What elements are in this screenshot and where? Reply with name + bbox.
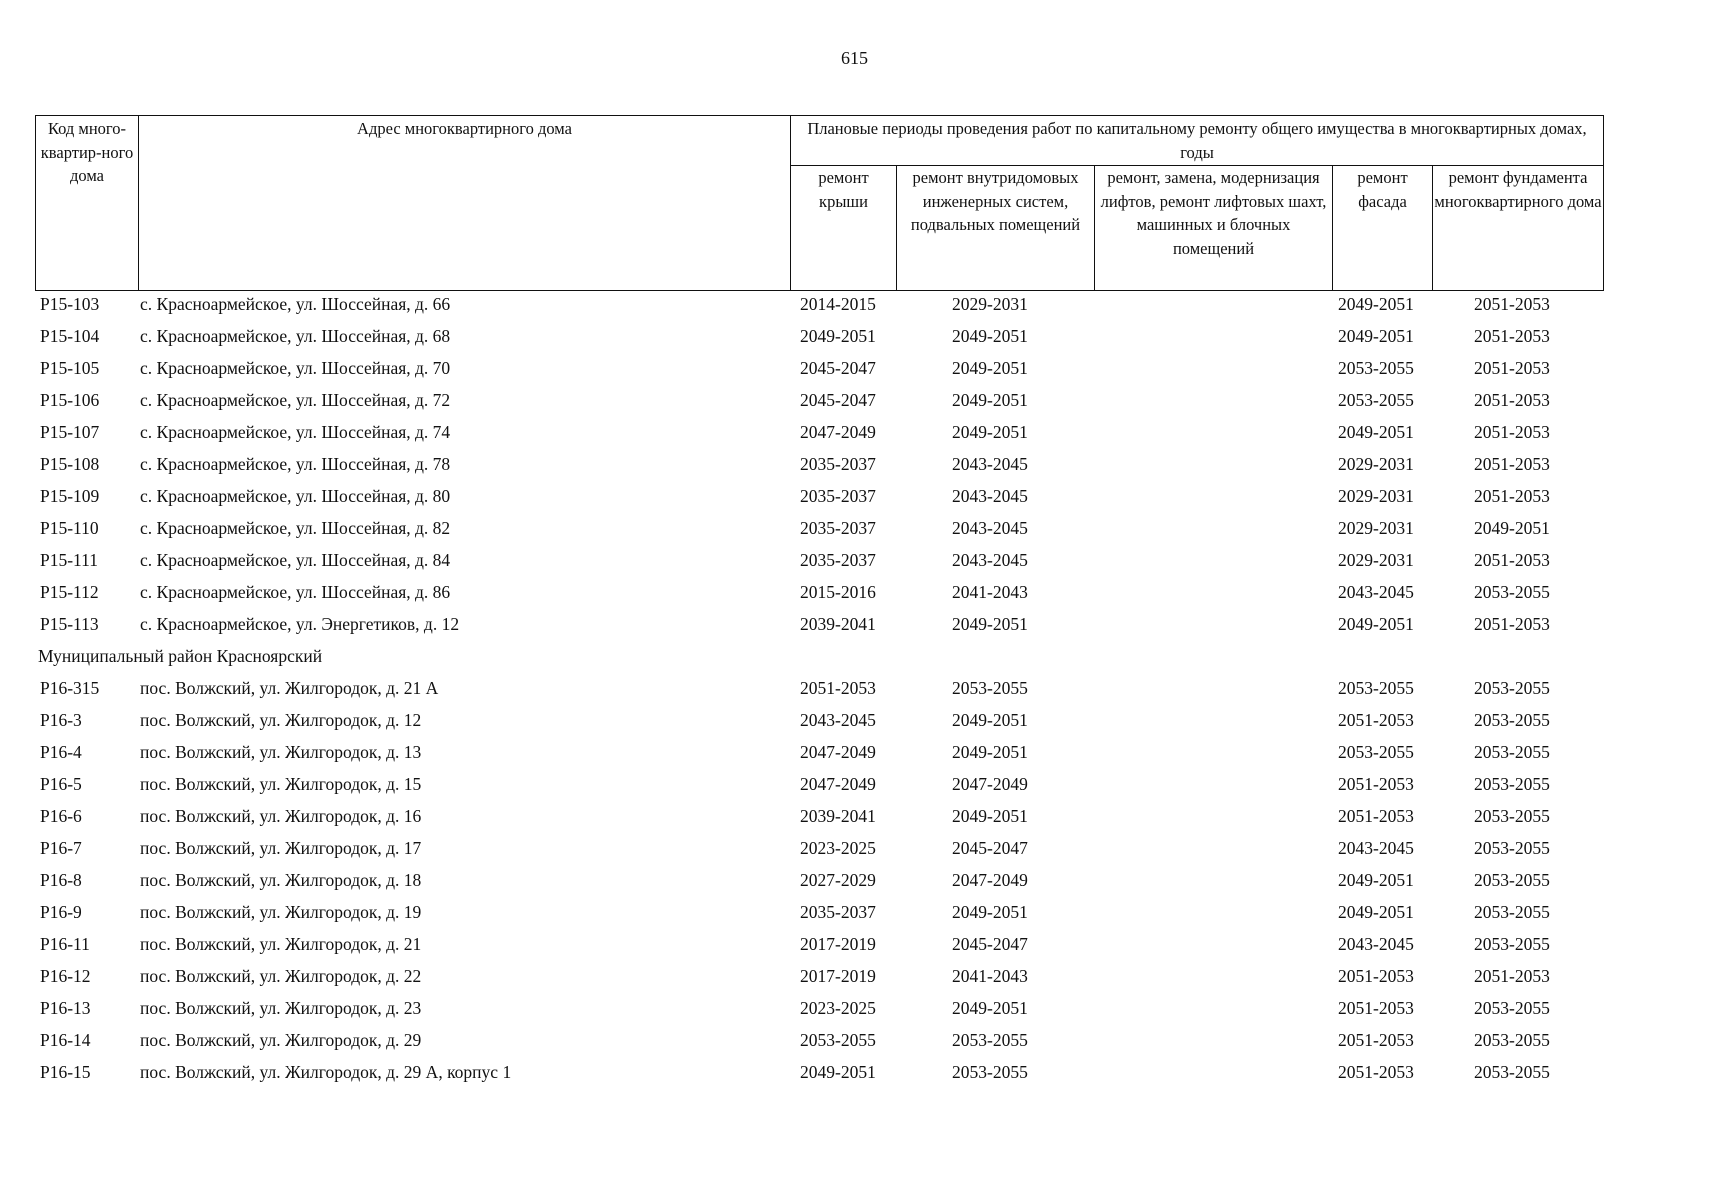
cell-roof: 2051-2053 — [800, 678, 876, 698]
cell-address: пос. Волжский, ул. Жилгородок, д. 16 — [140, 806, 422, 826]
header-address: Адрес многоквартирного дома — [139, 116, 791, 291]
cell-address: с. Красноармейское, ул. Шоссейная, д. 72 — [140, 390, 451, 410]
cell-facade: 2051-2053 — [1338, 806, 1414, 826]
cell-engineering: 2043-2045 — [952, 486, 1028, 506]
cell-foundation: 2051-2053 — [1474, 358, 1550, 378]
cell-facade: 2043-2045 — [1338, 582, 1414, 602]
cell-facade: 2043-2045 — [1338, 838, 1414, 858]
cell-facade: 2029-2031 — [1338, 486, 1414, 506]
cell-address: пос. Волжский, ул. Жилгородок, д. 13 — [140, 742, 422, 762]
cell-roof: 2047-2049 — [800, 774, 876, 794]
cell-address: пос. Волжский, ул. Жилгородок, д. 22 — [140, 966, 422, 986]
header-roof: ремонт крыши — [791, 166, 897, 291]
section-heading: Муниципальный район Красноярский — [38, 646, 323, 666]
page-number: 615 — [841, 48, 868, 68]
cell-foundation: 2051-2053 — [1474, 966, 1550, 986]
cell-facade: 2051-2053 — [1338, 998, 1414, 1018]
cell-code: Р16-315 — [40, 678, 100, 698]
cell-roof: 2039-2041 — [800, 806, 876, 826]
cell-address: с. Красноармейское, ул. Шоссейная, д. 80 — [140, 486, 451, 506]
table-row — [0, 706, 1709, 738]
cell-code: Р16-14 — [40, 1030, 91, 1050]
cell-address: пос. Волжский, ул. Жилгородок, д. 18 — [140, 870, 422, 890]
cell-facade: 2049-2051 — [1338, 294, 1414, 314]
cell-facade: 2029-2031 — [1338, 454, 1414, 474]
cell-facade: 2053-2055 — [1338, 390, 1414, 410]
cell-roof: 2023-2025 — [800, 838, 876, 858]
cell-engineering: 2041-2043 — [952, 582, 1028, 602]
cell-engineering: 2049-2051 — [952, 710, 1028, 730]
cell-engineering: 2029-2031 — [952, 294, 1028, 314]
header-periods-group: Плановые периоды проведения работ по капитальному ремонту общего имущества в многоквартирных домах, годы — [791, 116, 1604, 166]
cell-foundation: 2053-2055 — [1474, 838, 1550, 858]
header-foundation: ремонт фундамента многоквартирного дома — [1433, 166, 1604, 291]
cell-facade: 2049-2051 — [1338, 422, 1414, 442]
cell-foundation: 2051-2053 — [1474, 454, 1550, 474]
table-header — [35, 115, 1604, 291]
cell-code: Р15-112 — [40, 582, 99, 602]
cell-code: Р16-15 — [40, 1062, 91, 1082]
table-row — [0, 770, 1709, 802]
cell-code: Р16-12 — [40, 966, 91, 986]
cell-engineering: 2049-2051 — [952, 614, 1028, 634]
cell-foundation: 2049-2051 — [1474, 518, 1550, 538]
header-lifts: ремонт, замена, модернизация лифтов, ремонт лифтовых шахт, машинных и блочных помещений — [1095, 166, 1333, 291]
cell-engineering: 2047-2049 — [952, 870, 1028, 890]
cell-code: Р15-104 — [40, 326, 100, 346]
cell-foundation: 2053-2055 — [1474, 934, 1550, 954]
cell-code: Р16-3 — [40, 710, 82, 730]
cell-roof: 2045-2047 — [800, 390, 876, 410]
cell-code: Р15-108 — [40, 454, 100, 474]
section-heading-row — [0, 642, 1709, 674]
cell-roof: 2015-2016 — [800, 582, 876, 602]
cell-foundation: 2053-2055 — [1474, 1062, 1550, 1082]
table-row — [0, 514, 1709, 546]
table-row — [0, 450, 1709, 482]
cell-facade: 2053-2055 — [1338, 358, 1414, 378]
cell-roof: 2035-2037 — [800, 454, 876, 474]
cell-code: Р15-110 — [40, 518, 99, 538]
cell-code: Р16-4 — [40, 742, 82, 762]
cell-engineering: 2049-2051 — [952, 358, 1028, 378]
cell-code: Р15-109 — [40, 486, 100, 506]
cell-foundation: 2053-2055 — [1474, 774, 1550, 794]
cell-roof: 2035-2037 — [800, 486, 876, 506]
cell-facade: 2053-2055 — [1338, 678, 1414, 698]
cell-foundation: 2051-2053 — [1474, 486, 1550, 506]
table-row — [0, 1058, 1709, 1090]
cell-address: с. Красноармейское, ул. Шоссейная, д. 68 — [140, 326, 451, 346]
cell-facade: 2051-2053 — [1338, 774, 1414, 794]
table-row — [0, 930, 1709, 962]
table-row — [0, 482, 1709, 514]
cell-code: Р16-6 — [40, 806, 82, 826]
cell-roof: 2045-2047 — [800, 358, 876, 378]
table-row — [0, 418, 1709, 450]
cell-facade: 2029-2031 — [1338, 550, 1414, 570]
cell-facade: 2051-2053 — [1338, 966, 1414, 986]
cell-engineering: 2049-2051 — [952, 326, 1028, 346]
cell-engineering: 2049-2051 — [952, 422, 1028, 442]
cell-foundation: 2051-2053 — [1474, 294, 1550, 314]
cell-engineering: 2043-2045 — [952, 550, 1028, 570]
cell-address: с. Красноармейское, ул. Шоссейная, д. 74 — [140, 422, 451, 442]
cell-engineering: 2041-2043 — [952, 966, 1028, 986]
cell-code: Р16-8 — [40, 870, 82, 890]
cell-roof: 2035-2037 — [800, 518, 876, 538]
table-row — [0, 610, 1709, 642]
cell-roof: 2053-2055 — [800, 1030, 876, 1050]
cell-foundation: 2051-2053 — [1474, 550, 1550, 570]
cell-foundation: 2053-2055 — [1474, 902, 1550, 922]
cell-facade: 2053-2055 — [1338, 742, 1414, 762]
cell-foundation: 2051-2053 — [1474, 390, 1550, 410]
table-row — [0, 290, 1709, 322]
cell-code: Р15-103 — [40, 294, 100, 314]
cell-foundation: 2053-2055 — [1474, 870, 1550, 890]
cell-engineering: 2049-2051 — [952, 902, 1028, 922]
cell-engineering: 2047-2049 — [952, 774, 1028, 794]
cell-address: с. Красноармейское, ул. Шоссейная, д. 82 — [140, 518, 451, 538]
cell-foundation: 2053-2055 — [1474, 742, 1550, 762]
cell-facade: 2043-2045 — [1338, 934, 1414, 954]
table-row — [0, 994, 1709, 1026]
cell-foundation: 2051-2053 — [1474, 422, 1550, 442]
cell-code: Р15-111 — [40, 550, 99, 570]
cell-engineering: 2043-2045 — [952, 518, 1028, 538]
cell-engineering: 2049-2051 — [952, 742, 1028, 762]
table-row — [0, 546, 1709, 578]
cell-engineering: 2053-2055 — [952, 1030, 1028, 1050]
cell-roof: 2047-2049 — [800, 422, 876, 442]
cell-roof: 2035-2037 — [800, 902, 876, 922]
cell-address: пос. Волжский, ул. Жилгородок, д. 17 — [140, 838, 422, 858]
cell-address: с. Красноармейское, ул. Шоссейная, д. 84 — [140, 550, 451, 570]
table-row — [0, 962, 1709, 994]
cell-code: Р16-13 — [40, 998, 91, 1018]
cell-code: Р16-9 — [40, 902, 82, 922]
cell-roof: 2017-2019 — [800, 966, 876, 986]
cell-foundation: 2053-2055 — [1474, 998, 1550, 1018]
cell-code: Р16-7 — [40, 838, 82, 858]
cell-roof: 2035-2037 — [800, 550, 876, 570]
cell-engineering: 2049-2051 — [952, 998, 1028, 1018]
cell-address: пос. Волжский, ул. Жилгородок, д. 29 А, корпус 1 — [140, 1062, 512, 1082]
cell-roof: 2047-2049 — [800, 742, 876, 762]
table-row — [0, 1026, 1709, 1058]
table-row — [0, 354, 1709, 386]
cell-foundation: 2053-2055 — [1474, 710, 1550, 730]
cell-facade: 2049-2051 — [1338, 902, 1414, 922]
cell-roof: 2027-2029 — [800, 870, 876, 890]
cell-code: Р15-106 — [40, 390, 100, 410]
table-row — [0, 738, 1709, 770]
table-row — [0, 386, 1709, 418]
cell-address: с. Красноармейское, ул. Шоссейная, д. 78 — [140, 454, 451, 474]
cell-roof: 2014-2015 — [800, 294, 876, 314]
cell-engineering: 2049-2051 — [952, 390, 1028, 410]
table-row — [0, 578, 1709, 610]
cell-roof: 2043-2045 — [800, 710, 876, 730]
cell-roof: 2017-2019 — [800, 934, 876, 954]
table-row — [0, 866, 1709, 898]
table-row — [0, 834, 1709, 866]
cell-address: пос. Волжский, ул. Жилгородок, д. 21 А — [140, 678, 439, 698]
cell-engineering: 2045-2047 — [952, 934, 1028, 954]
cell-roof: 2023-2025 — [800, 998, 876, 1018]
cell-facade: 2049-2051 — [1338, 326, 1414, 346]
cell-facade: 2029-2031 — [1338, 518, 1414, 538]
cell-foundation: 2053-2055 — [1474, 806, 1550, 826]
cell-address: пос. Волжский, ул. Жилгородок, д. 19 — [140, 902, 422, 922]
cell-roof: 2049-2051 — [800, 1062, 876, 1082]
cell-foundation: 2051-2053 — [1474, 614, 1550, 634]
cell-address: пос. Волжский, ул. Жилгородок, д. 12 — [140, 710, 422, 730]
table-row — [0, 802, 1709, 834]
cell-address: с. Красноармейское, ул. Шоссейная, д. 66 — [140, 294, 451, 314]
cell-address: пос. Волжский, ул. Жилгородок, д. 29 — [140, 1030, 422, 1050]
cell-facade: 2051-2053 — [1338, 1062, 1414, 1082]
cell-foundation: 2051-2053 — [1474, 326, 1550, 346]
cell-engineering: 2045-2047 — [952, 838, 1028, 858]
cell-code: Р16-5 — [40, 774, 82, 794]
cell-foundation: 2053-2055 — [1474, 582, 1550, 602]
cell-engineering: 2053-2055 — [952, 1062, 1028, 1082]
cell-roof: 2049-2051 — [800, 326, 876, 346]
cell-code: Р15-107 — [40, 422, 100, 442]
table-row — [0, 322, 1709, 354]
header-facade: ремонт фасада — [1333, 166, 1433, 291]
cell-engineering: 2043-2045 — [952, 454, 1028, 474]
cell-address: пос. Волжский, ул. Жилгородок, д. 23 — [140, 998, 422, 1018]
cell-address: с. Красноармейское, ул. Шоссейная, д. 86 — [140, 582, 451, 602]
cell-foundation: 2053-2055 — [1474, 678, 1550, 698]
cell-address: пос. Волжский, ул. Жилгородок, д. 15 — [140, 774, 422, 794]
cell-engineering: 2049-2051 — [952, 806, 1028, 826]
cell-address: с. Красноармейское, ул. Шоссейная, д. 70 — [140, 358, 451, 378]
cell-address: пос. Волжский, ул. Жилгородок, д. 21 — [140, 934, 422, 954]
cell-facade: 2051-2053 — [1338, 710, 1414, 730]
cell-facade: 2051-2053 — [1338, 1030, 1414, 1050]
cell-engineering: 2053-2055 — [952, 678, 1028, 698]
header-engineering: ремонт внутридомовых инженерных систем, подвальных помещений — [897, 166, 1095, 291]
cell-code: Р16-11 — [40, 934, 90, 954]
cell-code: Р15-105 — [40, 358, 100, 378]
table-row — [0, 898, 1709, 930]
cell-foundation: 2053-2055 — [1474, 1030, 1550, 1050]
header-code: Код много-квартир-ного дома — [36, 116, 139, 291]
cell-roof: 2039-2041 — [800, 614, 876, 634]
cell-facade: 2049-2051 — [1338, 870, 1414, 890]
cell-code: Р15-113 — [40, 614, 99, 634]
cell-facade: 2049-2051 — [1338, 614, 1414, 634]
cell-address: с. Красноармейское, ул. Энергетиков, д. 12 — [140, 614, 460, 634]
table-row — [0, 674, 1709, 706]
